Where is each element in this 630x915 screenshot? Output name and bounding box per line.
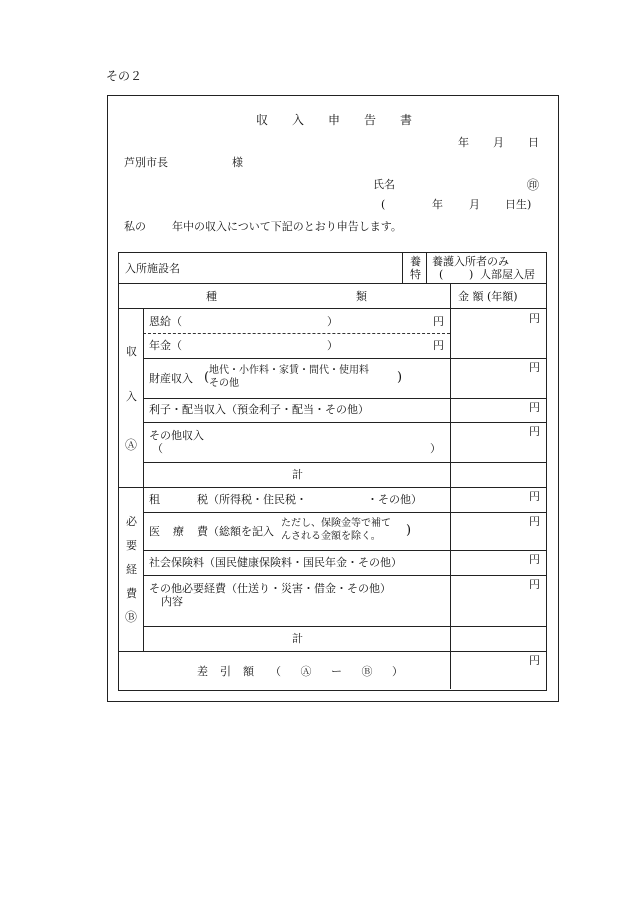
date-month: 月 bbox=[493, 136, 504, 149]
tax-label-b: 税（所得税・住民税・ bbox=[197, 493, 307, 506]
name-label: 氏名 bbox=[373, 178, 395, 191]
declaration-text: 年中の収入について下記のとおり申告します。 bbox=[172, 220, 402, 233]
title-char: 収 bbox=[256, 113, 269, 127]
pension-onkyu-close: ） bbox=[327, 315, 338, 328]
addressee-honorific: 様 bbox=[232, 156, 243, 169]
title-char: 入 bbox=[292, 113, 305, 127]
social-insurance-label: 社会保険料（国民健康保険料・国民年金・その他） bbox=[149, 556, 402, 569]
expense-side-mark: Ⓑ bbox=[125, 610, 138, 624]
other-income-open: （ bbox=[152, 442, 163, 455]
interest-income-label: 利子・配当収入（預金利子・配当・その他） bbox=[149, 403, 369, 416]
difference-char: 額 bbox=[243, 665, 254, 678]
other-income-close: ） bbox=[430, 442, 441, 455]
kind-header-2: 類 bbox=[356, 290, 367, 303]
facility-label: 入所施設名 bbox=[125, 262, 180, 275]
property-income-other: その他 bbox=[209, 378, 239, 389]
kind-header-1: 種 bbox=[206, 290, 217, 303]
nursing-only-label: 養護入所者のみ bbox=[432, 255, 509, 268]
amount-yen: 円 bbox=[529, 425, 540, 438]
title-char: 申 bbox=[328, 113, 341, 127]
special-mark-top: 養 bbox=[410, 255, 421, 268]
income-side-mark: Ⓐ bbox=[125, 438, 138, 452]
amount-yen: 円 bbox=[529, 490, 540, 503]
expense-side-char: 経 bbox=[126, 563, 137, 576]
medical-label-c: 費（総額を記入 bbox=[197, 525, 274, 538]
declaration-pre: 私の bbox=[124, 220, 146, 233]
amount-yen: 円 bbox=[529, 401, 540, 414]
property-income-close: ) bbox=[397, 370, 403, 385]
amount-yen: 円 bbox=[529, 578, 540, 591]
room-close: ) bbox=[469, 268, 474, 281]
room-text: 人部屋入居 bbox=[480, 268, 535, 281]
date-year: 年 bbox=[458, 136, 469, 149]
amount-header: 金 額 (年額) bbox=[458, 290, 518, 303]
other-expense-content: 内容 bbox=[161, 595, 183, 608]
addressee: 芦別市長 bbox=[124, 156, 168, 169]
amount-yen: 円 bbox=[529, 312, 540, 325]
room-open: ( bbox=[439, 268, 444, 281]
other-expense-label: その他必要経費（仕送り・災害・借金・その他） bbox=[149, 582, 391, 595]
amount-yen: 円 bbox=[529, 515, 540, 528]
seal-mark: ㊞ bbox=[527, 178, 540, 192]
income-total-label: 計 bbox=[292, 468, 303, 481]
expense-side-char: 要 bbox=[126, 539, 137, 552]
income-side-char: 収 bbox=[126, 345, 137, 358]
medical-note-2: んされる金額を除く。 bbox=[281, 531, 381, 542]
amount-yen: 円 bbox=[529, 654, 540, 667]
amount-yen: 円 bbox=[529, 361, 540, 374]
difference-formula: （ Ⓐ ー Ⓑ ） bbox=[270, 665, 411, 678]
birth-month: 月 bbox=[469, 198, 480, 211]
expense-side-char: 必 bbox=[126, 515, 137, 528]
tax-label-c: ・その他） bbox=[367, 493, 422, 506]
expense-side-char: 費 bbox=[126, 587, 137, 600]
date-day: 日 bbox=[528, 136, 539, 149]
medical-label-b: 療 bbox=[173, 525, 184, 538]
yen-unit: 円 bbox=[433, 339, 444, 352]
income-side-char: 入 bbox=[126, 390, 137, 403]
medical-close: ) bbox=[406, 523, 412, 538]
difference-char: 差 bbox=[197, 665, 208, 678]
property-income-open: ( bbox=[204, 370, 210, 385]
expense-total-label: 計 bbox=[292, 632, 303, 645]
pension-nenkin-close: ） bbox=[327, 339, 338, 352]
other-income-label: その他収入 bbox=[149, 429, 204, 442]
property-income-label: 財産収入 bbox=[149, 372, 193, 385]
birth-year: 年 bbox=[432, 198, 443, 211]
special-mark-bottom: 特 bbox=[410, 268, 421, 281]
yen-unit: 円 bbox=[433, 315, 444, 328]
birth-open: ( bbox=[381, 198, 386, 211]
title-char: 告 bbox=[364, 113, 377, 127]
property-income-detail: 地代・小作料・家賃・間代・使用料 bbox=[209, 365, 369, 376]
title-char: 書 bbox=[400, 113, 413, 127]
tax-label-a: 租 bbox=[149, 493, 160, 506]
medical-label-a: 医 bbox=[149, 525, 160, 538]
pension-nenkin-label: 年金（ bbox=[149, 339, 182, 352]
medical-note-1: ただし、保険金等で補て bbox=[281, 518, 391, 529]
pension-onkyu-label: 恩給（ bbox=[149, 315, 182, 328]
amount-yen: 円 bbox=[529, 553, 540, 566]
birth-day: 日生) bbox=[505, 198, 532, 211]
page-label: その２ bbox=[106, 69, 143, 83]
difference-char: 引 bbox=[220, 665, 231, 678]
